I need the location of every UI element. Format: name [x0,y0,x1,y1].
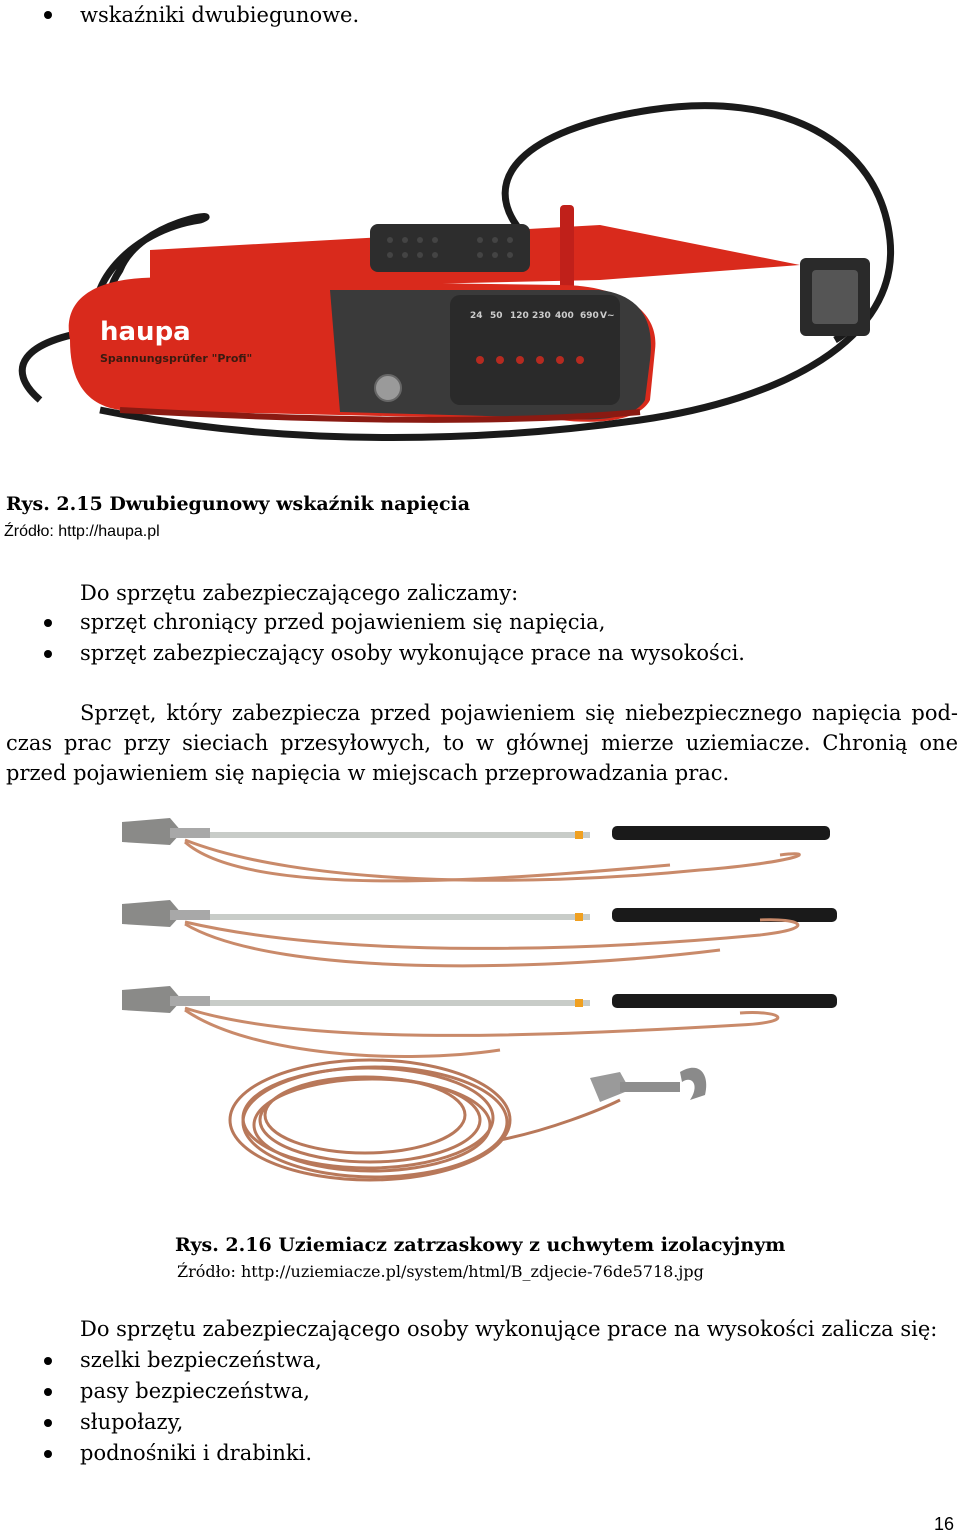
svg-text:V~: V~ [600,311,615,321]
figure1-caption-source: Źródło: http://haupa.pl [4,523,160,540]
section2-intro: Do sprzętu zabezpieczającego osoby wykonujące prace na wysokości zalicza się: [80,1317,938,1341]
grounding-rods [122,818,837,1013]
svg-text:24: 24 [470,311,483,321]
bullet-dot [44,650,52,658]
section1-intro: Do sprzętu zabezpieczającego zaliczamy: [80,581,519,605]
paragraph-line-1: Sprzęt, który zabezpiecza przed pojawieniem się niebezpiecznego napięcia pod- [80,701,958,725]
paragraph-line-3: przed pojawieniem się napięcia w miejscach przeprowadzania prac. [6,761,730,785]
section1-bullet-1: sprzęt chroniący przed pojawieniem się napięcia, [80,610,606,634]
bullet-dot [44,1388,52,1396]
bullet-dot [44,1357,52,1365]
voltage-tester-photo [0,40,960,490]
test-button [375,375,401,401]
bullet-dot [44,1419,52,1427]
copper-cables [185,840,799,1057]
bullet-dot [44,11,52,19]
figure2-caption-source: Źródło: http://uziemiacze.pl/system/html/B_zdjecie-76de5718.jpg [177,1262,704,1281]
grounding-clamp-photo [100,810,860,1210]
page-number: 16 [933,1514,954,1534]
section1-bullet-2: sprzęt zabezpieczający osoby wykonujące prace na wysokości. [80,641,745,665]
section2-bullet-4: podnośniki i drabinki. [80,1441,313,1465]
probe-finger-guard [560,205,574,290]
bullet-dot [44,1450,52,1458]
bullet-dot [44,619,52,627]
svg-text:50: 50 [490,311,503,321]
svg-text:400: 400 [555,311,574,321]
top-bullet-text: wskaźniki dwubiegunowe. [80,3,360,27]
figure1-caption-title: Rys. 2.15 Dwubiegunowy wskaźnik napięcia [6,493,471,515]
svg-text:690: 690 [580,311,599,321]
section2-bullet-1: szelki bezpieczeństwa, [80,1348,322,1372]
svg-text:230: 230 [532,311,551,321]
section2-bullet-2: pasy bezpieczeństwa, [80,1379,310,1403]
paragraph-line-2: czas prac przy sieciach przesyłowych, to w głównej mierze uziemiacze. Chronią one [6,731,958,755]
figure2-caption-title: Rys. 2.16 Uziemiacz zatrzaskowy z uchwytem izolacyjnym [175,1234,786,1256]
upper-probe-grip [370,224,530,272]
section2-bullet-3: słupołazy, [80,1410,184,1434]
cable-coil [230,1060,620,1180]
tester-model-label: Spannungsprüfer "Profi" [100,352,253,365]
earth-clamp [590,1068,706,1102]
svg-text:120: 120 [510,311,529,321]
tester-brand-label: haupa [100,317,191,347]
